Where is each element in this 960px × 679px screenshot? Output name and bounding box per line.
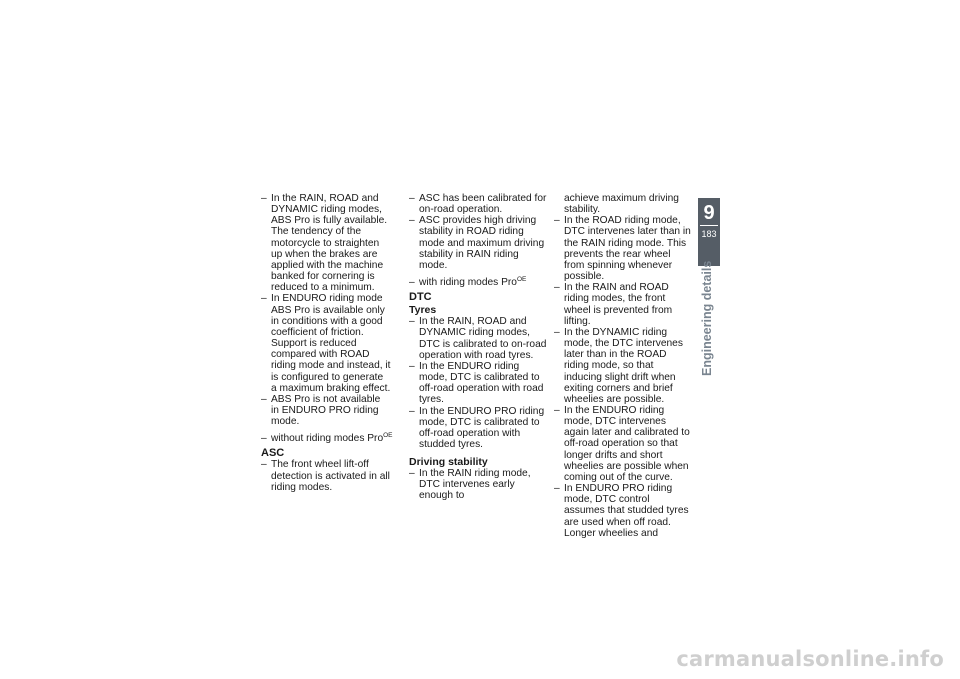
list-dash: – [409,316,415,328]
text-column-2 [409,193,549,502]
list-item [409,468,547,501]
equipment-condition [409,277,549,289]
list-dash: – [409,360,415,372]
section-heading-asc: ASC [261,447,285,460]
list-item [261,193,391,293]
subheading-tyres: Tyres [409,304,437,317]
list-item [554,405,692,483]
list-item [554,327,692,405]
text-column-1 [261,193,401,493]
list-item-text: In the RAIN and ROAD riding modes, the front wheel is prevented from lifting. [564,282,673,327]
list-item-text: ABS Pro is not available in ENDURO PRO riding mode. [271,393,381,428]
oe-superscript: OE [383,432,393,440]
section-heading-dtc: DTC [409,291,432,304]
list-item [554,282,692,327]
list-item [554,215,692,282]
list-dash: – [554,326,560,338]
list-dash: – [409,193,415,204]
list-item-text: In the ENDURO riding mode, DTC is calibrated to off-road operation with road tyres. [419,360,544,406]
list-item [261,459,391,492]
page-number: 183 [701,229,717,239]
list-item-text: The front wheel lift-off detection is activated in all riding modes. [271,459,390,493]
list-dash: – [261,459,267,471]
list-dash: – [554,483,560,495]
list-item [409,406,547,451]
oe-superscript: OE [516,276,527,284]
list-item-text: In the RAIN, ROAD and DYNAMIC riding modes, ABS Pro is fully available. The tendency of the motorcycle to straighten up when the brakes are applied with the machine banked for cornering is reduced to a minimum. [271,193,388,294]
list-dash: – [554,282,560,294]
list-dash: – [261,433,267,445]
list-dash: – [409,215,415,227]
list-item [261,394,391,427]
text-column-3 [554,193,694,539]
tab-divider [700,225,718,226]
list-item-text: ASC has been calibrated for on-road operation. [419,193,547,216]
list-item-text: achieve maximum driving stability. [564,193,679,216]
condition-text: with riding modes Pro [419,277,517,289]
list-dash: – [261,293,267,305]
list-item-text: In ENDURO PRO riding mode, DTC control assumes that studded tyres are used when off road. Longer wheelies and [564,483,689,539]
list-item [409,316,547,361]
subheading-driving-stability: Driving stability [409,456,488,469]
list-dash: – [554,215,560,227]
list-item-text: In the ROAD riding mode, DTC intervenes later than in the RAIN riding mode. This prevents the rear wheel from spinning whenever possible. [564,215,691,283]
list-item-continuation [554,193,692,215]
list-item [261,293,391,393]
list-item [409,215,547,271]
list-item-text: In the DYNAMIC riding mode, the DTC intervenes later than in the ROAD riding mode, so that inducing slight drift when exiting corners and brief wheelies are possible. [564,326,683,405]
watermark: carmanualsonline.info [676,647,944,671]
chapter-title: Engineering details [700,260,714,376]
list-item [409,361,547,406]
list-dash: – [409,277,415,289]
list-item-text: ASC provides high driving stability in ROAD riding mode and maximum driving stability in RAIN riding mode. [419,215,545,271]
list-item-text: In the ENDURO riding mode, DTC intervenes again later and calibrated to off-road operation so that longer drifts and short wheelies are possible when coming out of the curve. [564,404,690,483]
list-item-text: In the RAIN, ROAD and DYNAMIC riding modes, DTC is calibrated to on-road operation with road tyres. [419,316,547,361]
list-dash: – [409,405,415,417]
list-item-text: In the RAIN riding mode, DTC intervenes early enough to [419,468,531,502]
list-item-text: In ENDURO riding mode ABS Pro is available only in conditions with a good coefficient of friction. Support is reduced compared with ROAD riding mode and instead, it is configured to generate a maximum braking effect. [271,293,391,394]
list-dash: – [554,404,560,416]
list-dash: – [409,468,415,480]
chapter-tab [698,198,720,266]
list-dash: – [261,393,267,405]
condition-text: without riding modes Pro [271,433,384,445]
list-item [409,193,547,215]
list-dash: – [261,193,267,204]
chapter-number: 9 [703,202,715,224]
list-item [554,483,692,539]
equipment-condition [261,433,401,445]
list-item-text: In the ENDURO PRO riding mode, DTC is calibrated to off-road operation with studded tyres. [419,405,545,450]
